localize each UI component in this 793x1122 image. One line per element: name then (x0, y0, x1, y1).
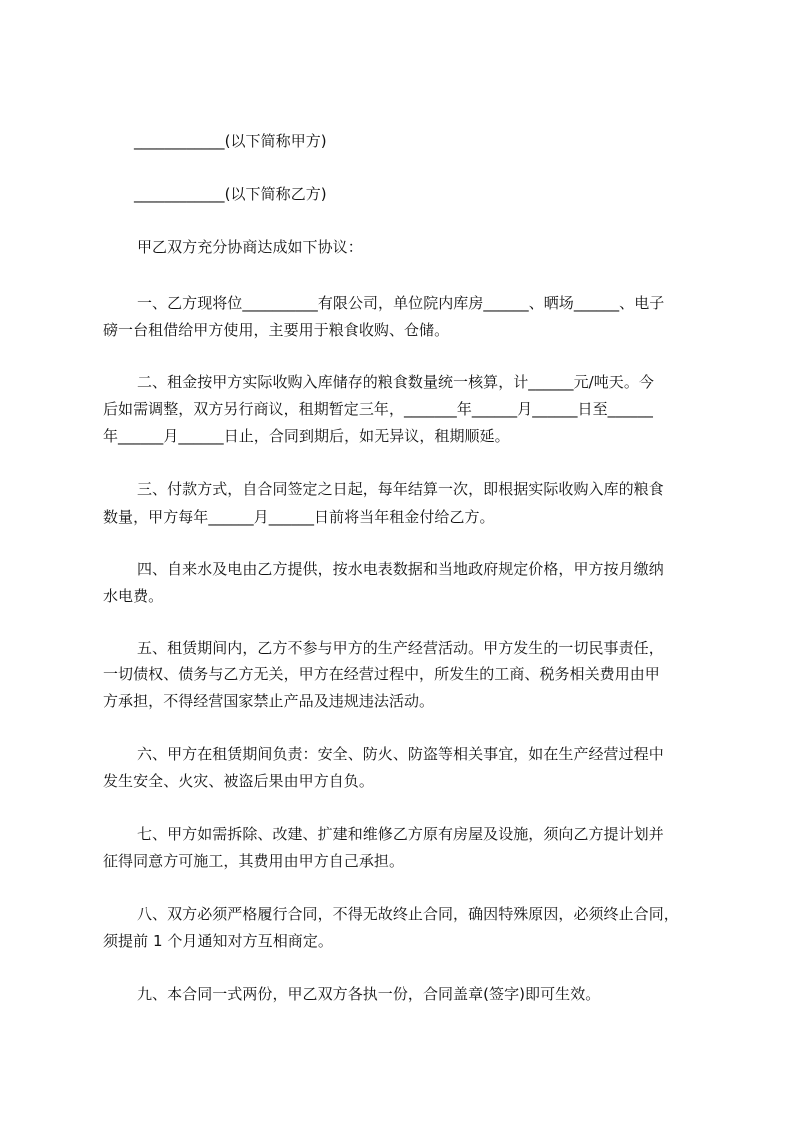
clause-9-line-1: 九、本合同一式两份，甲乙双方各执一份，合同盖章(签字)即可生效。 (137, 985, 601, 1003)
clause-2-line-3: 年______月______日止，合同到期后，如无异议，租期顺延。 (103, 427, 510, 445)
clause-7-line-2: 征得同意方可施工，其费用由甲方自己承担。 (103, 852, 405, 870)
clause-5-line-1: 五、租赁期间内，乙方不参与甲方的生产经营活动。甲方发生的一切民事责任， (137, 639, 664, 657)
clause-1-line-1: 一、乙方现将位__________有限公司，单位院内库房______、晒场______、电子 (137, 294, 665, 312)
clause-3-line-2: 数量，甲方每年______月______日前将当年租金付给乙方。 (103, 508, 495, 526)
party-a-line: ____________(以下简称甲方) (134, 132, 327, 150)
clause-2-line-2: 后如需调整，双方另行商议，租期暂定三年，_______年______月______日至______ (103, 400, 653, 418)
clause-2-line-1: 二、租金按甲方实际收购入库储存的粮食数量统一核算，计______元/吨天。今 (137, 373, 654, 391)
clause-8-line-2: 须提前 1 个月通知对方互相商定。 (103, 932, 333, 950)
intro-line: 甲乙双方充分协商达成如下协议： (137, 238, 363, 256)
clause-6-line-1: 六、甲方在租赁期间负责：安全、防火、防盗等相关事宜，如在生产经营过程中 (137, 745, 664, 763)
clause-1-line-2: 磅一台租借给甲方使用，主要用于粮食收购、仓储。 (103, 321, 450, 339)
clause-6-line-2: 发生安全、火灾、被盗后果由甲方自负。 (103, 772, 374, 790)
clause-4-line-2: 水电费。 (103, 587, 164, 605)
clause-5-line-3: 方承担，不得经营国家禁止产品及违规违法活动。 (103, 692, 435, 710)
clause-5-line-2: 一切债权、债务与乙方无关，甲方在经营过程中，所发生的工商、税务相关费用由甲 (103, 665, 660, 683)
clause-7-line-1: 七、甲方如需拆除、改建、扩建和维修乙方原有房屋及设施，须向乙方提计划并 (137, 825, 664, 843)
clause-4-line-1: 四、自来水及电由乙方提供，按水电表数据和当地政府规定价格，甲方按月缴纳 (137, 560, 664, 578)
party-b-line: ____________(以下简称乙方) (134, 185, 327, 203)
clause-8-line-1: 八、双方必须严格履行合同，不得无故终止合同，确因特殊原因，必须终止合同， (137, 905, 679, 923)
clause-3-line-1: 三、付款方式，自合同签定之日起，每年结算一次，即根据实际收购入库的粮食 (137, 480, 664, 498)
